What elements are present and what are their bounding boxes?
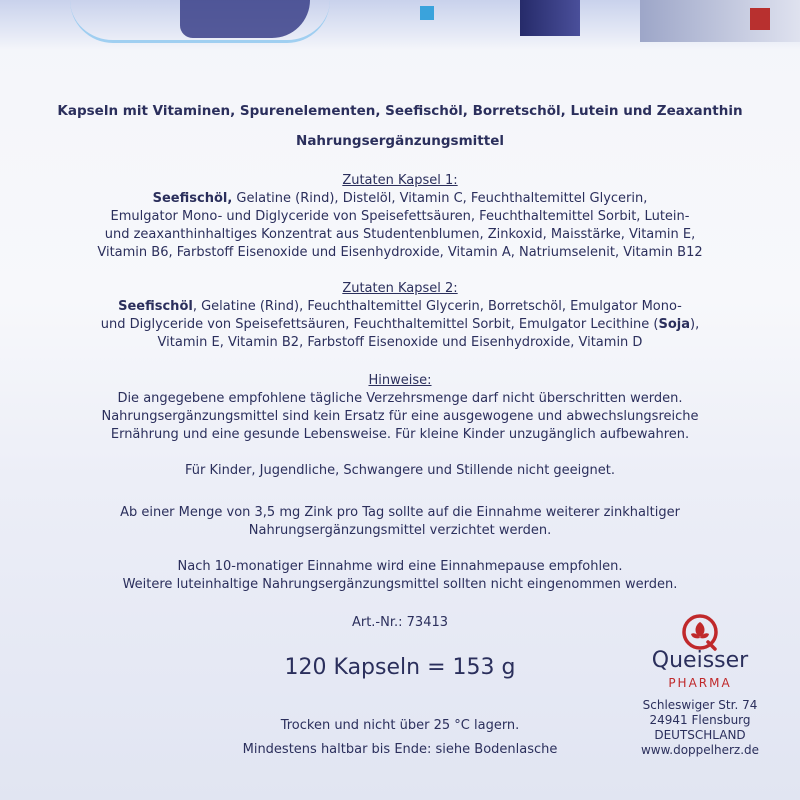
ingredients-capsule-2: [60, 280, 740, 352]
notes-p4: [60, 558, 740, 594]
capsule-2-line-1: [60, 298, 740, 316]
capsule-2-text-2b: ),: [690, 317, 700, 332]
capsule-1-heading: Zutaten Kapsel 1:: [342, 173, 458, 188]
queisser-logo-icon: [680, 612, 720, 652]
notes-p1-line-2: Nahrungsergänzungsmittel sind kein Ersatz für eine ausgewogene und abwechslungsreiche: [101, 409, 699, 424]
storage-instructions: Trocken und nicht über 25 °C lagern.: [280, 718, 520, 733]
capsule-2-line-2: [60, 316, 740, 334]
capsule-1-line-3: und zeaxanthinhaltiges Konzentrat aus Studentenblumen, Zinkoxid, Maisstärke, Vitamin E,: [104, 227, 696, 242]
capsule-2-line-3: Vitamin E, Vitamin B2, Farbstoff Eisenoxide und Eisenhydroxide, Vitamin D: [157, 335, 643, 350]
notes-p4-line-1: Nach 10-monatiger Einnahme wird eine Einnahmepause empfohlen.: [177, 559, 623, 574]
capsule-1-line-2: Emulgator Mono- und Diglyceride von Speisefettsäuren, Feuchthaltemittel Sorbit, Lutein-: [110, 209, 690, 224]
allergen-fishoil-2: Seefischöl: [118, 299, 193, 314]
brand-division: PHARMA: [668, 676, 732, 690]
notes-p1-line-3: Ernährung und eine gesunde Lebensweise. Für kleine Kinder unzugänglich aufbewahren.: [110, 427, 690, 442]
company-website: www.doppelherz.de: [640, 743, 760, 757]
article-number: Art.-Nr.: 73413: [351, 615, 449, 630]
address-city: 24941 Flensburg: [649, 713, 751, 727]
top-decor-photo: [640, 0, 800, 42]
top-decor-shape: [180, 0, 310, 38]
capsule-2-heading: Zutaten Kapsel 2:: [342, 281, 458, 296]
top-decor-square: [420, 6, 434, 20]
company-address: [620, 698, 780, 758]
capsule-2-text-2a: und Diglyceride von Speisefettsäuren, Feuchthaltemittel Sorbit, Emulgator Lecithine (: [100, 317, 659, 332]
notes-p2: Für Kinder, Jugendliche, Schwangere und Stillende nicht geeignet.: [184, 463, 616, 478]
notes-section: [60, 372, 740, 444]
top-packaging-band: [0, 0, 800, 50]
notes-p1-line-1: Die angegebene empfohlene tägliche Verzehrsmenge darf nicht überschritten werden.: [117, 391, 683, 406]
notes-p3-line-1: Ab einer Menge von 3,5 mg Zink pro Tag sollte auf die Einnahme weiterer zinkhaltiger: [120, 505, 680, 520]
notes-p3: [60, 504, 740, 540]
allergen-soy: Soja: [658, 317, 691, 332]
capsule-2-text-1: , Gelatine (Rind), Feuchthaltemittel Glycerin, Borretschöl, Emulgator Mono-: [192, 299, 682, 314]
capsule-1-line-4: Vitamin B6, Farbstoff Eisenoxide und Eisenhydroxide, Vitamin A, Natriumselenit, Vitamin B12: [97, 245, 703, 260]
capsule-1-line-1: [60, 190, 740, 208]
address-country: DEUTSCHLAND: [654, 728, 746, 742]
product-category: Nahrungsergänzungsmittel: [296, 133, 504, 149]
top-decor-mark: [750, 8, 770, 30]
ingredients-capsule-1: [60, 172, 740, 262]
best-before-note: Mindestens haltbar bis Ende: siehe Bodenlasche: [242, 742, 558, 757]
capsule-1-text-1: Gelatine (Rind), Distelöl, Vitamin C, Feuchthaltemittel Glycerin,: [232, 191, 648, 206]
package-amount: 120 Kapseln = 153 g: [284, 655, 516, 680]
allergen-fishoil: Seefischöl,: [152, 191, 233, 206]
address-street: Schleswiger Str. 74: [642, 698, 758, 712]
top-decor-panel: [520, 0, 580, 36]
notes-p3-line-2: Nahrungsergänzungsmittel verzichtet werden.: [248, 523, 552, 538]
product-description: Kapseln mit Vitaminen, Spurenelementen, Seefischöl, Borretschöl, Lutein und Zeaxanthin: [57, 103, 743, 119]
brand-name: Queisser: [651, 648, 749, 673]
notes-p4-line-2: Weitere luteinhaltige Nahrungsergänzungsmittel sollten nicht eingenommen werden.: [122, 577, 678, 592]
notes-heading: Hinweise:: [368, 373, 432, 388]
